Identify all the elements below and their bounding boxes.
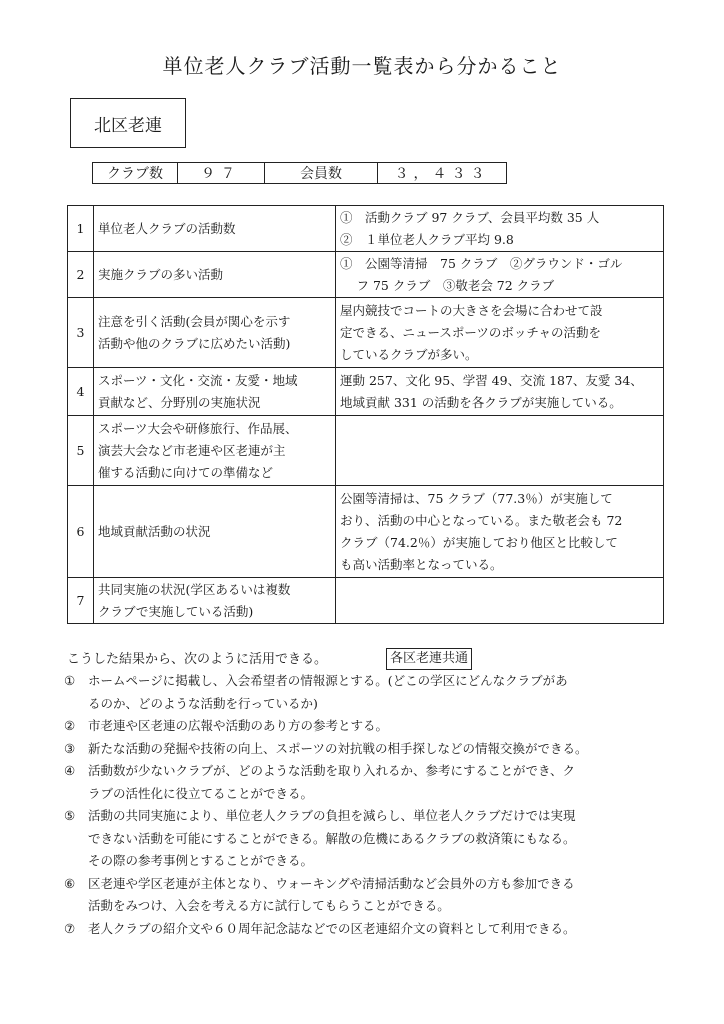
row-number: 2 — [68, 252, 94, 298]
item-line: 活動の共同実施により、単位老人クラブの負担を減らし、単位老人クラブだけでは実現 — [88, 808, 576, 823]
topic-line: 催する活動に向けての準備など — [98, 464, 274, 480]
detail-line: おり、活動の中心となっている。また敬老会も 72 — [340, 512, 623, 528]
item-marker: ⑥ — [64, 875, 76, 891]
table-row — [68, 206, 664, 252]
item-line: 老人クラブの紹介文や６０周年記念誌などでの区老連紹介文の資料として利用できる。 — [88, 920, 576, 936]
common-badge: 各区老連共通 — [386, 648, 472, 670]
detail-line: ① 公園等清掃 75 クラブ ②グラウンド・ゴル — [340, 255, 623, 271]
detail-line: も高い活動率となっている。 — [340, 556, 503, 572]
club-count-label: クラブ数 — [93, 163, 178, 184]
intro-text: こうした結果から、次のように活用できる。 — [67, 652, 328, 667]
detail-line: 運動 257、文化 95、学習 49、交流 187、友愛 34、 — [340, 372, 643, 388]
detail-line: しているクラブが多い。 — [340, 346, 478, 362]
table-row — [68, 578, 664, 624]
member-count-label: 会員数 — [265, 163, 378, 184]
item-line: 市老連や区老連の広報や活動のあり方の参考とする。 — [88, 718, 389, 733]
organization-name: 北区老連 — [94, 115, 162, 136]
topic-line: スポーツ大会や研修旅行、作品展、 — [98, 420, 298, 436]
item-line: るのか、どのような活動を行っているか) — [88, 695, 318, 711]
row-topic — [94, 486, 336, 578]
row-topic — [94, 368, 336, 416]
list-item — [64, 738, 674, 761]
row-detail — [336, 206, 664, 252]
club-count-value: ９７ — [178, 163, 265, 184]
item-marker: ⑤ — [64, 808, 76, 823]
row-topic — [94, 252, 336, 298]
detail-line: フ 75 クラブ ③敬老会 72 クラブ — [340, 277, 555, 293]
table-row — [68, 252, 664, 298]
row-number: 1 — [68, 206, 94, 252]
row-number: 3 — [68, 298, 94, 368]
topic-line: 貢献など、分野別の実施状況 — [98, 394, 261, 410]
item-text — [88, 670, 568, 715]
row-detail — [336, 252, 664, 298]
topic-line: 活動や他のクラブに広めたい活動) — [98, 335, 291, 351]
topic-line: 注意を引く活動(会員が関心を示す — [98, 313, 291, 329]
item-text — [88, 760, 575, 805]
detail-line: ① 活動クラブ 97 クラブ、会員平均数 35 人 — [340, 209, 600, 225]
table-row — [68, 416, 664, 486]
topic-line: 単位老人クラブの活動数 — [98, 220, 236, 236]
row-detail — [336, 416, 664, 486]
club-stats-table — [92, 162, 507, 184]
topic-line: クラブで実施している活動) — [98, 603, 254, 619]
list-item — [64, 873, 674, 918]
organization-name-box — [70, 98, 186, 148]
row-detail — [336, 368, 664, 416]
item-text — [88, 738, 588, 761]
item-marker: ① — [64, 673, 76, 688]
item-text — [88, 805, 576, 873]
row-topic — [94, 298, 336, 368]
row-number: 7 — [68, 578, 94, 624]
row-topic — [94, 416, 336, 486]
row-number: 5 — [68, 416, 94, 486]
topic-line: 共同実施の状況(学区あるいは複数 — [98, 581, 291, 597]
item-line: 活動をみつけ、入会を考える方に試行してもらうことができる。 — [88, 898, 450, 913]
item-text — [88, 873, 575, 918]
table-row — [68, 486, 664, 578]
topic-line: 実施クラブの多い活動 — [98, 266, 224, 282]
item-marker: ④ — [64, 763, 76, 778]
item-line: ホームページに掲載し、入会希望者の情報源とする。(どこの学区にどんなクラブがあ — [88, 673, 568, 688]
list-item — [64, 670, 674, 715]
detail-line: 公園等清掃は、75 クラブ（77.3％）が実施して — [340, 490, 613, 506]
item-line: ラブの活性化に役立てることができる。 — [88, 785, 314, 801]
topic-line: 演芸大会など市老連や区老連が主 — [98, 442, 286, 458]
row-detail — [336, 578, 664, 624]
row-detail — [336, 298, 664, 368]
topic-line: 地域貢献活動の状況 — [98, 523, 211, 539]
topic-line: スポーツ・文化・交流・友愛・地域 — [98, 372, 298, 388]
detail-line: クラブ（74.2％）が実施しており他区と比較して — [340, 534, 618, 550]
item-text — [88, 715, 388, 738]
activity-summary-table — [67, 205, 664, 624]
row-detail — [336, 486, 664, 578]
item-line: 区老連や学区老連が主体となり、ウォーキングや清掃活動など会員外の方も参加できる — [88, 875, 575, 891]
member-count-value: ３，４３３ — [378, 163, 507, 184]
item-marker: ⑦ — [64, 920, 76, 936]
list-item — [64, 918, 674, 941]
table-row — [68, 368, 664, 416]
list-item — [64, 715, 674, 738]
row-number: 6 — [68, 486, 94, 578]
table-row — [68, 298, 664, 368]
list-item — [64, 805, 674, 873]
row-number: 4 — [68, 368, 94, 416]
item-line: できない活動を可能にすることができる。解散の危機にあるクラブの救済策にもなる。 — [88, 830, 576, 846]
row-topic — [94, 578, 336, 624]
item-marker: ② — [64, 718, 76, 733]
detail-line: 定できる、ニュースポーツのボッチャの活動を — [340, 324, 602, 340]
usage-list — [64, 670, 674, 940]
detail-line: 屋内競技でコートの大きさを会場に合わせて設 — [340, 302, 603, 318]
item-text — [88, 918, 576, 941]
list-item — [64, 760, 674, 805]
item-marker: ③ — [64, 740, 76, 756]
item-line: その際の参考事例とすることができる。 — [88, 853, 314, 868]
item-line: 新たな活動の発掘や技術の向上、スポーツの対抗戦の相手探しなどの情報交換ができる。 — [88, 740, 588, 756]
detail-line: ② １単位老人クラブ平均 9.8 — [340, 231, 514, 247]
row-topic — [94, 206, 336, 252]
item-line: 活動数が少ないクラブが、どのような活動を取り入れるか、参考にすることができ、ク — [88, 763, 576, 778]
detail-line: 地域貢献 331 の活動を各クラブが実施している。 — [340, 394, 622, 410]
page-title: 単位老人クラブ活動一覧表から分かること — [162, 54, 562, 78]
